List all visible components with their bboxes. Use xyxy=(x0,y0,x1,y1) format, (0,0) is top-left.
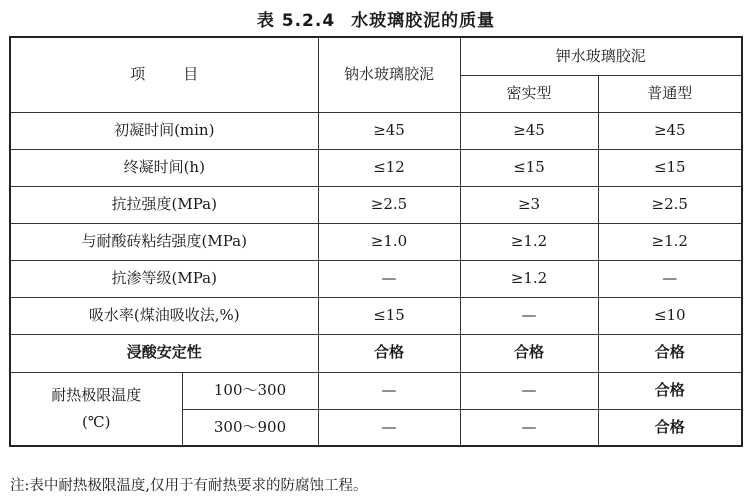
cell-dense: ≤15 xyxy=(460,149,598,186)
header-item: 项目 xyxy=(10,37,318,112)
header-dense: 密实型 xyxy=(460,75,598,112)
heat-label-line1: 耐热极限温度 xyxy=(51,385,142,404)
table-row xyxy=(10,223,742,260)
cell-sodium: ≥45 xyxy=(318,112,460,149)
table-row xyxy=(10,297,742,334)
table-note: 注:表中耐热极限温度,仅用于有耐热要求的防腐蚀工程。 xyxy=(10,478,368,494)
header-potassium: 钾水玻璃胶泥 xyxy=(460,37,742,75)
cell-sodium: ≤12 xyxy=(318,149,460,186)
row-label: 终凝时间(h) xyxy=(10,149,318,186)
heat-range: 300～900 xyxy=(182,409,318,446)
cell-sodium: — xyxy=(318,409,460,446)
table-row xyxy=(10,149,742,186)
table-row xyxy=(10,186,742,223)
row-label: 抗拉强度(MPa) xyxy=(10,186,318,223)
cell-dense: — xyxy=(460,372,598,409)
quality-table xyxy=(9,36,743,447)
cell-normal: 合格 xyxy=(598,409,742,446)
cell-dense: — xyxy=(460,409,598,446)
row-label: 与耐酸砖粘结强度(MPa) xyxy=(10,223,318,260)
table-row xyxy=(10,372,742,409)
cell-dense: 合格 xyxy=(460,334,598,372)
table-row xyxy=(10,260,742,297)
heat-label xyxy=(10,372,182,446)
header-normal: 普通型 xyxy=(598,75,742,112)
cell-dense: ≥3 xyxy=(460,186,598,223)
cell-sodium: ≤15 xyxy=(318,297,460,334)
cell-sodium: 合格 xyxy=(318,334,460,372)
row-label: 初凝时间(min) xyxy=(10,112,318,149)
table-title xyxy=(0,6,752,31)
row-label: 抗渗等级(MPa) xyxy=(10,260,318,297)
cell-dense: ≥45 xyxy=(460,112,598,149)
cell-normal: ≤15 xyxy=(598,149,742,186)
cell-sodium: ≥1.0 xyxy=(318,223,460,260)
cell-normal: ≤10 xyxy=(598,297,742,334)
header-sodium: 钠水玻璃胶泥 xyxy=(318,37,460,112)
cell-dense: ≥1.2 xyxy=(460,223,598,260)
cell-sodium: — xyxy=(318,372,460,409)
table-number: 表 5.2.4 xyxy=(256,11,336,31)
cell-normal: ≥1.2 xyxy=(598,223,742,260)
table-row xyxy=(10,112,742,149)
cell-sodium: ≥2.5 xyxy=(318,186,460,223)
table-row xyxy=(10,334,742,372)
cell-sodium: — xyxy=(318,260,460,297)
cell-normal: 合格 xyxy=(598,372,742,409)
table-title-text: 水玻璃胶泥的质量 xyxy=(351,11,496,31)
cell-dense: ≥1.2 xyxy=(460,260,598,297)
cell-dense: — xyxy=(460,297,598,334)
cell-normal: ≥2.5 xyxy=(598,186,742,223)
cell-normal: — xyxy=(598,260,742,297)
row-label: 浸酸安定性 xyxy=(10,334,318,372)
heat-range: 100～300 xyxy=(182,372,318,409)
heat-label-line2: (℃) xyxy=(82,412,111,431)
row-label: 吸水率(煤油吸收法,%) xyxy=(10,297,318,334)
cell-normal: ≥45 xyxy=(598,112,742,149)
cell-normal: 合格 xyxy=(598,334,742,372)
